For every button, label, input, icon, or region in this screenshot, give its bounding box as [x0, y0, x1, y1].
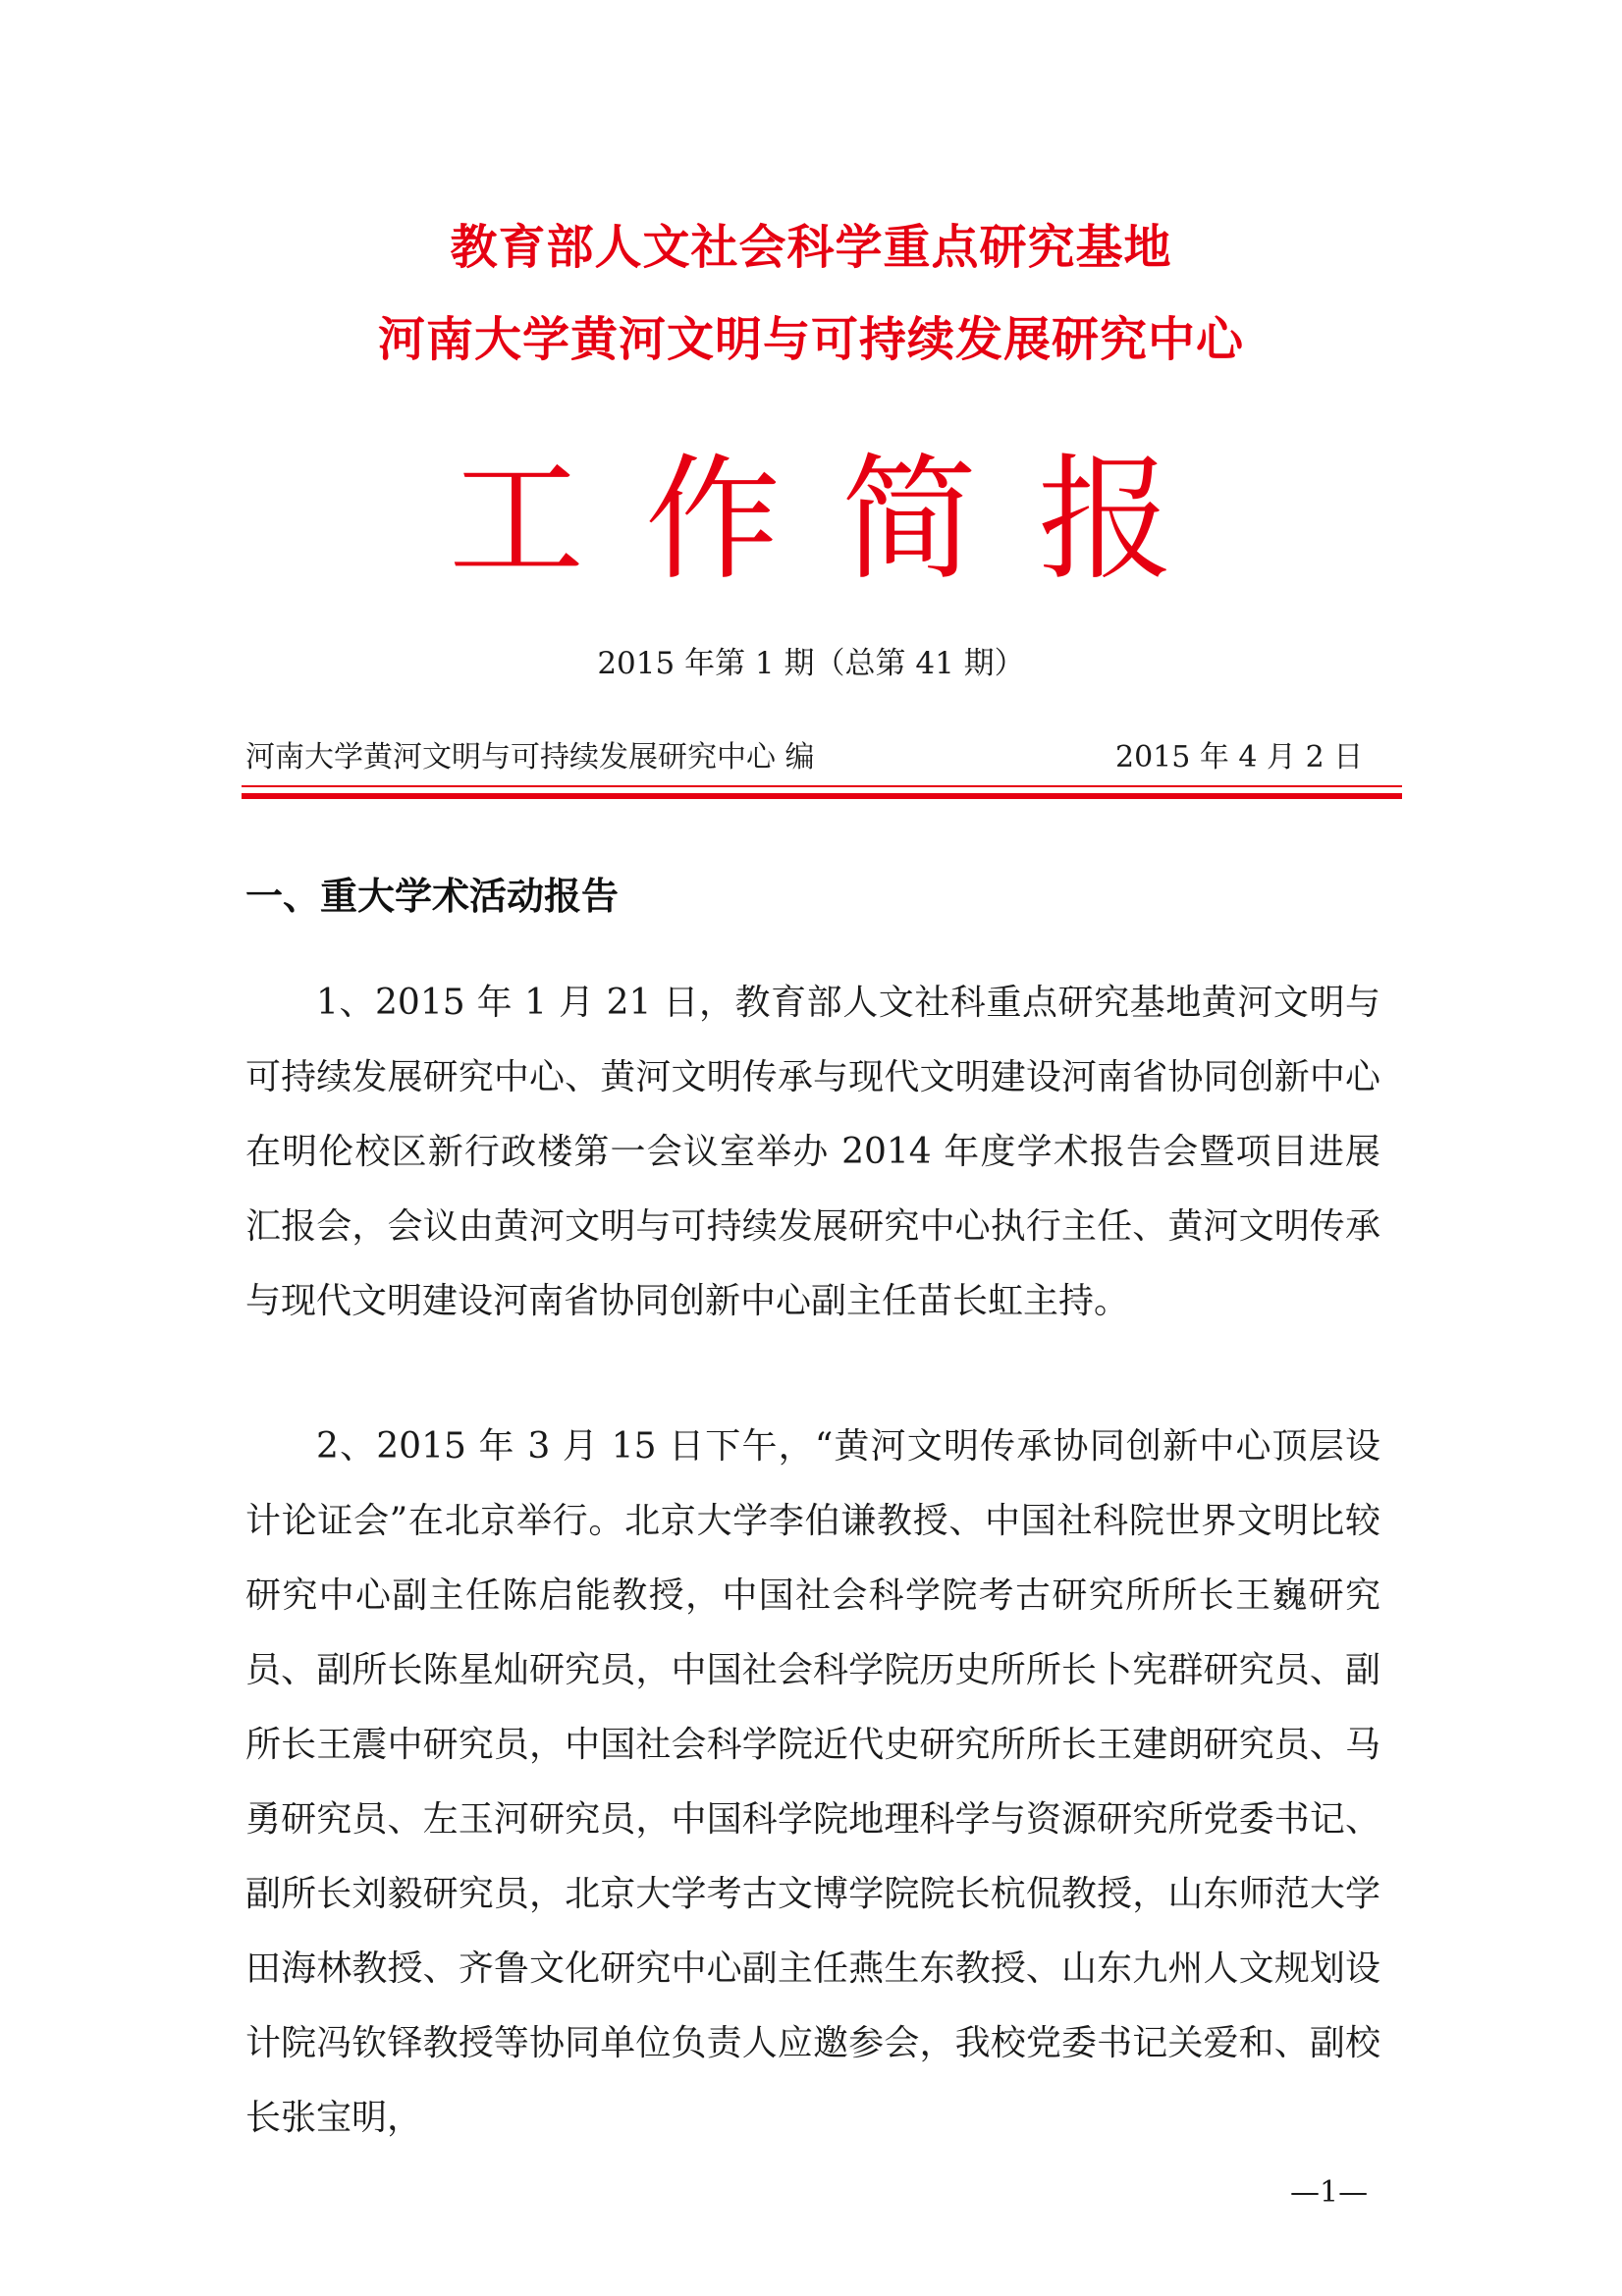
org-line-2: 河南大学黄河文明与可持续发展研究中心 [377, 312, 1244, 367]
page-number: —1— [1290, 2175, 1369, 2210]
section-heading: 一、重大学术活动报告 [245, 875, 620, 918]
body-paragraph: 2、2015 年 3 月 15 日下午，“黄河文明传承协同创新中心顶层设计论证会”在北京举行。北京大学李伯谦教授、中国社科院世界文明比较研究中心副主任陈启能教授，中国社会科学院考古研究所所长王巍研究员、副所长陈星灿研究员，中国社会科学院历史所所长卜宪群研究员、副所长王震中研究员，中国社会科学院近代史研究所所长王建朗研究员、马勇研究员、左玉河研究员，中国科学院地理科学与资源研究所党委书记、副所长刘毅研究员，北京大学考古文博学院院长杭侃教授，山东师范大学田海林教授、齐鲁文化研究中心副主任燕生东教授、山东九州人文规划设计院冯钦铎教授等协同单位负责人应邀参会，我校党委书记关爱和、副校长张宝明， [245, 1426, 1380, 2138]
header-divider-thin [242, 785, 1402, 787]
org-line-1: 教育部人文社会科学重点研究基地 [450, 220, 1172, 275]
body-paragraph: 1、2015 年 1 月 21 日，教育部人文社科重点研究基地黄河文明与可持续发展研究中心、黄河文明传承与现代文明建设河南省协同创新中心在明伦校区新行政楼第一会议室举办 2014 年度学术报告会暨项目进展汇报会，会议由黄河文明与可持续发展研究中心执行主任、黄河文明传承与现代文明建设河南省协同创新中心副主任苗长虹主持。 [245, 983, 1380, 1321]
header-divider-thick [242, 793, 1402, 799]
bulletin-title: 工作简报 [448, 441, 1234, 599]
issue-number: 2015 年第 1 期（总第 41 期） [597, 646, 1025, 681]
editor-line: 河南大学黄河文明与可持续发展研究中心 编 [245, 740, 815, 774]
issue-date: 2015 年 4 月 2 日 [1115, 740, 1364, 774]
